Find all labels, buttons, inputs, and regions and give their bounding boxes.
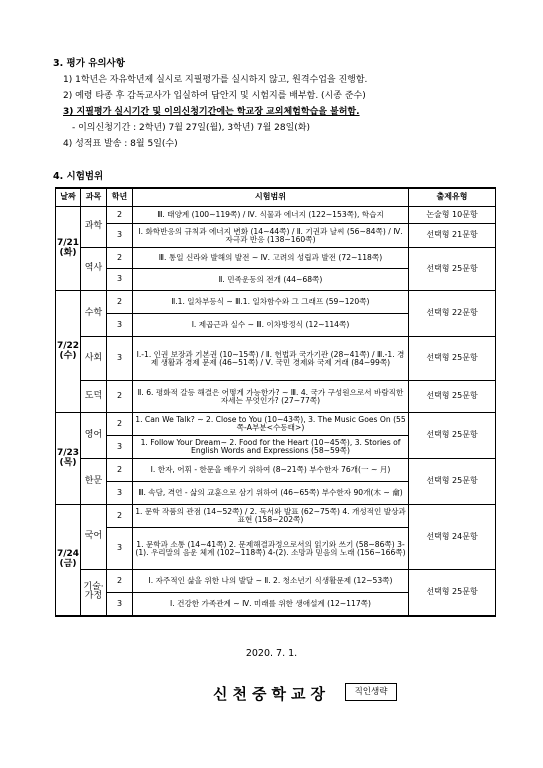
grade-cell: 2 — [107, 505, 133, 528]
subject-cell: 한문 — [81, 459, 107, 505]
table-row — [56, 207, 496, 224]
note-3: 3) 지필평가 실시기간 및 이의신청기간에는 학교장 교외체험학습을 불허함. — [63, 107, 360, 117]
table-row — [56, 291, 496, 314]
type-cell: 선택형 25문항 — [409, 337, 496, 381]
date-cell: 7/21 (화) — [56, 207, 81, 291]
grade-cell: 3 — [107, 482, 133, 505]
type-cell: 선택형 24문항 — [409, 505, 496, 570]
range-cell: 1. Can We Talk? ~ 2. Close to You (10~43쪽), 3. The Music Goes On (55쪽-A부분<수동태>) — [133, 413, 409, 436]
note-4: 4) 성적표 발송 : 8월 5일(수) — [63, 139, 178, 149]
date-cell: 7/23 (목) — [56, 413, 81, 505]
range-cell: Ⅲ. 속담, 격언 - 삶의 교훈으로 삼기 위하여 (46~65쪽) 부수한자 90개(木 ~ 龠) — [133, 482, 409, 505]
type-cell: 선택형 25문항 — [409, 413, 496, 459]
subject-cell: 기술·가정 — [81, 570, 107, 616]
grade-cell: 3 — [107, 314, 133, 337]
grade-cell: 2 — [107, 381, 133, 413]
grade-cell: 2 — [107, 248, 133, 269]
range-cell: Ⅱ.1. 일차부등식 ~ Ⅲ.1. 일차함수와 그 그래프 (59~120쪽) — [133, 291, 409, 314]
exam-schedule-table — [55, 187, 496, 617]
note-2: 2) 예령 타종 후 감독교사가 입실하여 답안지 및 시험지를 배부함. (시종 준수) — [63, 91, 366, 101]
range-cell: Ⅰ.-1. 인권 보장과 기본권 (10~15쪽) / Ⅱ. 헌법과 국가기관 (28~41쪽) / Ⅲ.-1. 경제 생활과 경제 문제 (46~51쪽) / Ⅴ. 국민 경제와 국제 거래 (84~99쪽) — [133, 337, 409, 381]
grade-cell: 2 — [107, 291, 133, 314]
date-cell: 7/24 (금) — [56, 505, 81, 616]
table-row — [56, 570, 496, 593]
type-cell: 선택형 25문항 — [409, 459, 496, 505]
table-row — [56, 459, 496, 482]
range-cell: Ⅲ. 통일 신라와 발해의 발전 ~ Ⅳ. 고려의 성립과 발전 (72~118쪽) — [133, 248, 409, 269]
range-cell: 1. 문학 작품의 관점 (14~52쪽) / 2. 독서와 발표 (62~75쪽) 4. 개성적인 발상과 표현 (158~202쪽) — [133, 505, 409, 528]
range-cell: Ⅲ. 태양계 (100~119쪽) / Ⅳ. 식물과 에너지 (122~153쪽), 학습지 — [133, 207, 409, 224]
range-cell: Ⅰ. 화학반응의 규칙과 에너지 변화 (14~44쪽) / Ⅱ. 기권과 날씨 (56~84쪽) / Ⅳ. 자극과 반응 (138~160쪽) — [133, 224, 409, 248]
grade-cell: 2 — [107, 570, 133, 593]
grade-cell: 3 — [107, 269, 133, 291]
section4-title: 4. 시험범위 — [53, 171, 104, 182]
range-cell: Ⅱ. 민족운동의 전개 (44~68쪽) — [133, 269, 409, 291]
subject-cell: 과학 — [81, 207, 107, 248]
date-cell: 7/22 (수) — [56, 291, 81, 413]
header-date: 날짜 — [56, 188, 81, 207]
range-cell: 1. Follow Your Dream~ 2. Food for the Heart (10~45쪽), 3. Stories of English Words and Expressions (58~59쪽) — [133, 436, 409, 459]
header-range: 시험범위 — [133, 188, 409, 207]
document-date: 2020. 7. 1. — [245, 648, 298, 659]
type-cell: 선택형 21문항 — [409, 224, 496, 248]
subject-cell: 사회 — [81, 337, 107, 381]
range-cell: 1. 문학과 소통 (14~41쪽) 2. 문제해결과정으로서의 읽기와 쓰기 (58~86쪽) 3-(1). 우리말의 음운 체계 (102~118쪽) 4-(2). 소망과 믿음의 노래 (156~166쪽) — [133, 528, 409, 570]
note-1: 1) 1학년은 자유학년제 실시로 지필평가를 실시하지 않고, 원격수업을 진행함. — [63, 75, 368, 85]
grade-cell: 3 — [107, 528, 133, 570]
range-cell: Ⅰ. 자주적인 삶을 위한 나의 발달 ~ Ⅱ. 2. 청소년기 식생활문제 (12~53쪽) — [133, 570, 409, 593]
table-header-row — [56, 188, 496, 207]
header-subject: 과목 — [81, 188, 107, 207]
type-cell: 선택형 25문항 — [409, 570, 496, 616]
table-row — [56, 505, 496, 528]
table-row — [56, 248, 496, 269]
grade-cell: 2 — [107, 207, 133, 224]
grade-cell: 3 — [107, 337, 133, 381]
grade-cell: 2 — [107, 459, 133, 482]
grade-cell: 3 — [107, 224, 133, 248]
subject-cell: 역사 — [81, 248, 107, 291]
subject-cell: 영어 — [81, 413, 107, 459]
subject-cell: 도덕 — [81, 381, 107, 413]
range-cell: Ⅱ. 6. 평화적 갈등 해결은 어떻게 가능한가? ~ Ⅲ. 4. 국가 구성원으로서 바람직한 자세는 무엇인가? (27~77쪽) — [133, 381, 409, 413]
table-row — [56, 224, 496, 248]
header-type: 출제유형 — [409, 188, 496, 207]
type-cell: 선택형 22문항 — [409, 291, 496, 337]
seal-omitted-box: 직인생략 — [345, 683, 397, 701]
table-row — [56, 381, 496, 413]
range-cell: Ⅰ. 제곱근과 실수 ~ Ⅲ. 이차방정식 (12~114쪽) — [133, 314, 409, 337]
range-cell: Ⅰ. 한자, 어휘 - 한문을 배우기 위하여 (8~21쪽) 부수한자 76개(一 ~ 月) — [133, 459, 409, 482]
table-row — [56, 337, 496, 381]
range-cell: Ⅰ. 건강한 가족관계 ~ Ⅳ. 미래를 위한 생애설계 (12~117쪽) — [133, 593, 409, 616]
type-cell: 논술형 10문항 — [409, 207, 496, 224]
subject-cell: 국어 — [81, 505, 107, 570]
type-cell: 선택형 25문항 — [409, 248, 496, 291]
note-3-sub: - 이의신청기간 : 2학년) 7월 27일(월), 3학년) 7월 28일(화) — [72, 123, 311, 133]
grade-cell: 3 — [107, 436, 133, 459]
header-grade: 학년 — [107, 188, 133, 207]
type-cell: 선택형 25문항 — [409, 381, 496, 413]
grade-cell: 3 — [107, 593, 133, 616]
subject-cell: 수학 — [81, 291, 107, 337]
school-principal-name: 신천중학교장 — [213, 685, 330, 703]
grade-cell: 2 — [107, 413, 133, 436]
table-row — [56, 413, 496, 436]
section3-title: 3. 평가 유의사항 — [53, 58, 125, 69]
